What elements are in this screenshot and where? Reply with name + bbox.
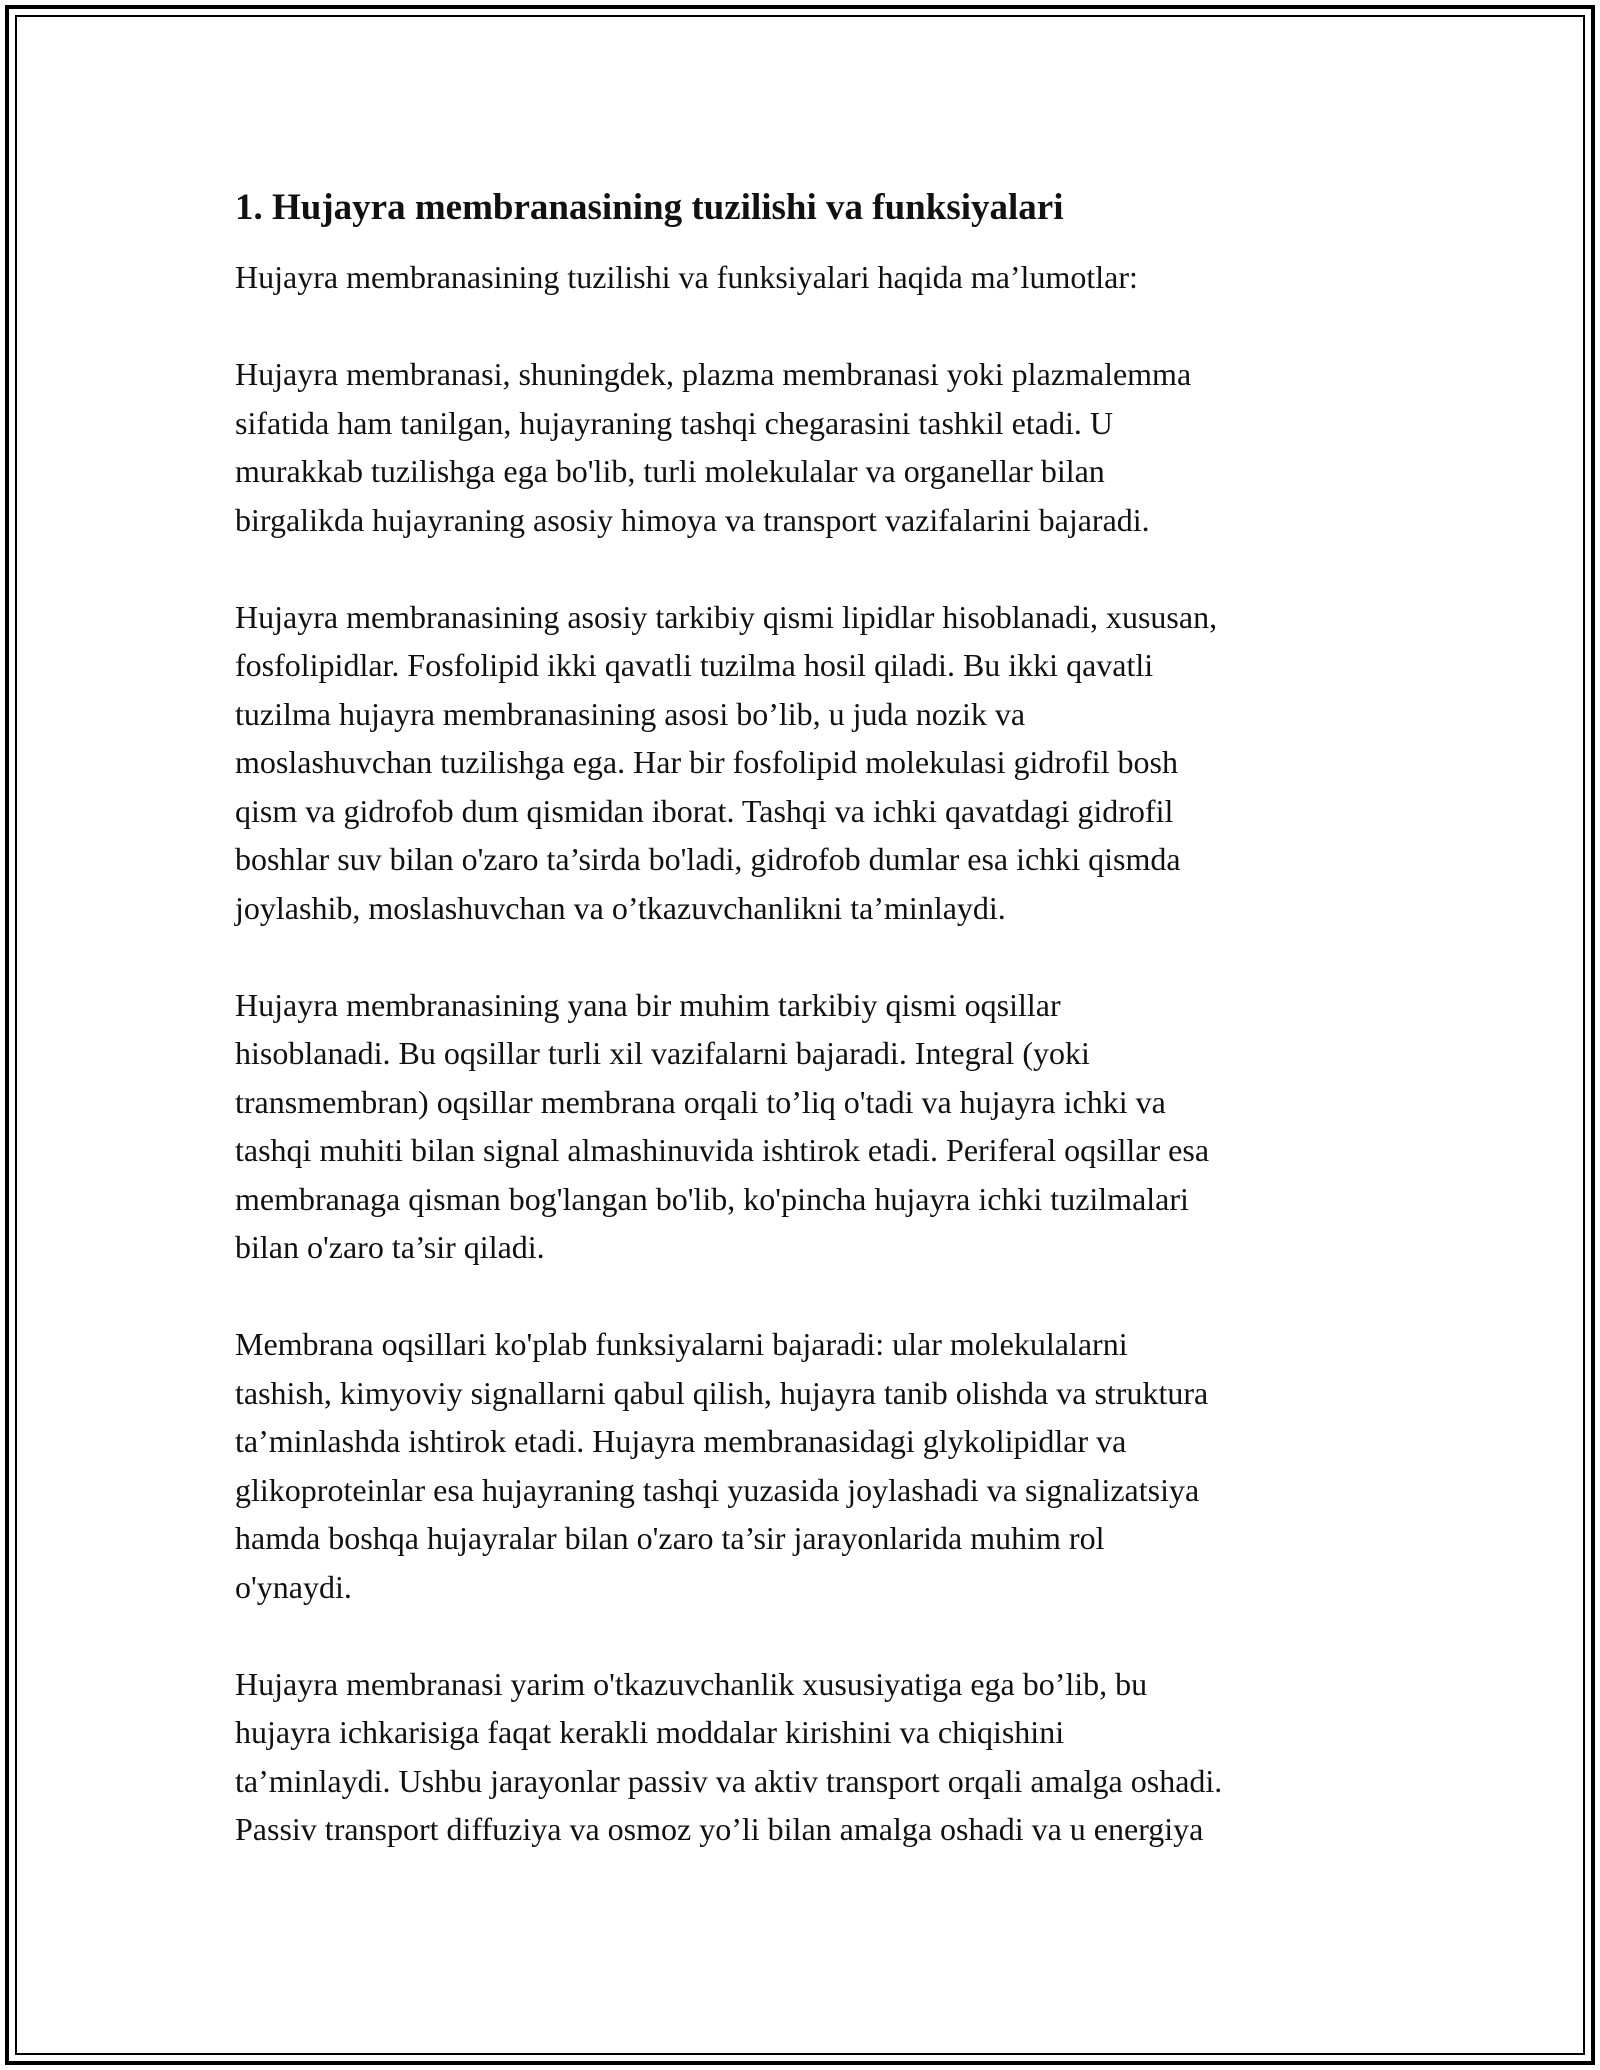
paragraph-line: Hujayra membranasining yana bir muhim tarkibiy qismi oqsillar: [235, 986, 1061, 1023]
paragraph-line: o'ynaydi.: [235, 1568, 352, 1605]
paragraph-line: Passiv transport diffuziya va osmoz yo’li bilan amalga oshadi va u energiya: [235, 1811, 1204, 1847]
intro-paragraph: [235, 253, 1375, 302]
paragraph-line: hujayra ichkarisiga faqat kerakli moddalar kirishini va chiqishini: [235, 1714, 1065, 1750]
paragraph-line: Hujayra membranasi, shuningdek, plazma membranasi yoki plazmalemma: [235, 356, 1192, 392]
paragraph-line: hamda boshqa hujayralar bilan o'zaro ta’sir jarayonlarida muhim rol: [235, 1520, 1105, 1556]
paragraph-line: tuzilma hujayra membranasining asosi bo’lib, u juda nozik va: [235, 695, 1026, 732]
paragraph-line: murakkab tuzilishga ega bo'lib, turli molekulalar va organellar bilan: [235, 453, 1105, 489]
paragraph-permeability: [235, 1660, 1375, 1854]
paragraph-line: bilan o'zaro ta’sir qiladi.: [235, 1229, 545, 1265]
paragraph-line: hisoblanadi. Bu oqsillar turli xil vazifalarni bajaradi. Integral (yoki: [235, 1035, 1090, 1071]
paragraph-line: tashqi muhiti bilan signal almashinuvida ishtirok etadi. Periferal oqsillar esa: [235, 1132, 1210, 1168]
paragraph-line: birgalikda hujayraning asosiy himoya va transport vazifalarini bajaradi.: [235, 501, 1150, 538]
paragraph-line: ta’minlashda ishtirok etadi. Hujayra membranasidagi glykolipidlar va: [235, 1423, 1127, 1459]
paragraph-line: Hujayra membranasi yarim o'tkazuvchanlik xususiyatiga ega bo’lib, bu: [235, 1665, 1148, 1702]
section-heading: 1. Hujayra membranasining tuzilishi va funksiyalari: [235, 187, 1064, 228]
paragraph-line: qism va gidrofob dum qismidan iborat. Tashqi va ichki qavatdagi gidrofil: [235, 792, 1174, 829]
paragraph-line: transmembran) oqsillar membrana orqali to’liq o'tadi va hujayra ichki va: [235, 1083, 1166, 1120]
paragraph-line: ta’minlaydi. Ushbu jarayonlar passiv va aktiv transport orqali amalga oshadi.: [235, 1762, 1223, 1799]
paragraph-line: tashish, kimyoviy signallarni qabul qilish, hujayra tanib olishda va struktura: [235, 1374, 1209, 1411]
document-body: [235, 185, 1375, 1902]
paragraph-line: boshlar suv bilan o'zaro ta’sirda bo'ladi, gidrofob dumlar esa ichki qismda: [235, 841, 1181, 877]
paragraph-line: fosfolipidlar. Fosfolipid ikki qavatli tuzilma hosil qiladi. Bu ikki qavatli: [235, 647, 1154, 683]
paragraph-line: glikoproteinlar esa hujayraning tashqi yuzasida joylashadi va signalizatsiya: [235, 1471, 1200, 1508]
paragraph-line: Hujayra membranasining asosiy tarkibiy qismi lipidlar hisoblanadi, xususan,: [235, 598, 1218, 635]
paragraph-line: sifatida ham tanilgan, hujayraning tashqi chegarasini tashkil etadi. U: [235, 404, 1113, 441]
paragraph-lipids: [235, 593, 1375, 933]
paragraph-membrane-overview: [235, 350, 1375, 544]
paragraph-proteins: [235, 981, 1375, 1272]
paragraph-line: joylashib, moslashuvchan va o’tkazuvchanlikni ta’minlaydi.: [235, 889, 1006, 926]
intro-line: Hujayra membranasining tuzilishi va funksiyalari haqida ma’lumotlar:: [235, 259, 1138, 295]
paragraph-protein-functions: [235, 1320, 1375, 1611]
paragraph-line: Membrana oqsillari ko'plab funksiyalarni bajaradi: ular molekulalarni: [235, 1326, 1128, 1362]
paragraph-line: moslashuvchan tuzilishga ega. Har bir fosfolipid molekulasi gidrofil bosh: [235, 744, 1178, 780]
paragraph-line: membranaga qisman bog'langan bo'lib, ko'pincha hujayra ichki tuzilmalari: [235, 1180, 1189, 1217]
